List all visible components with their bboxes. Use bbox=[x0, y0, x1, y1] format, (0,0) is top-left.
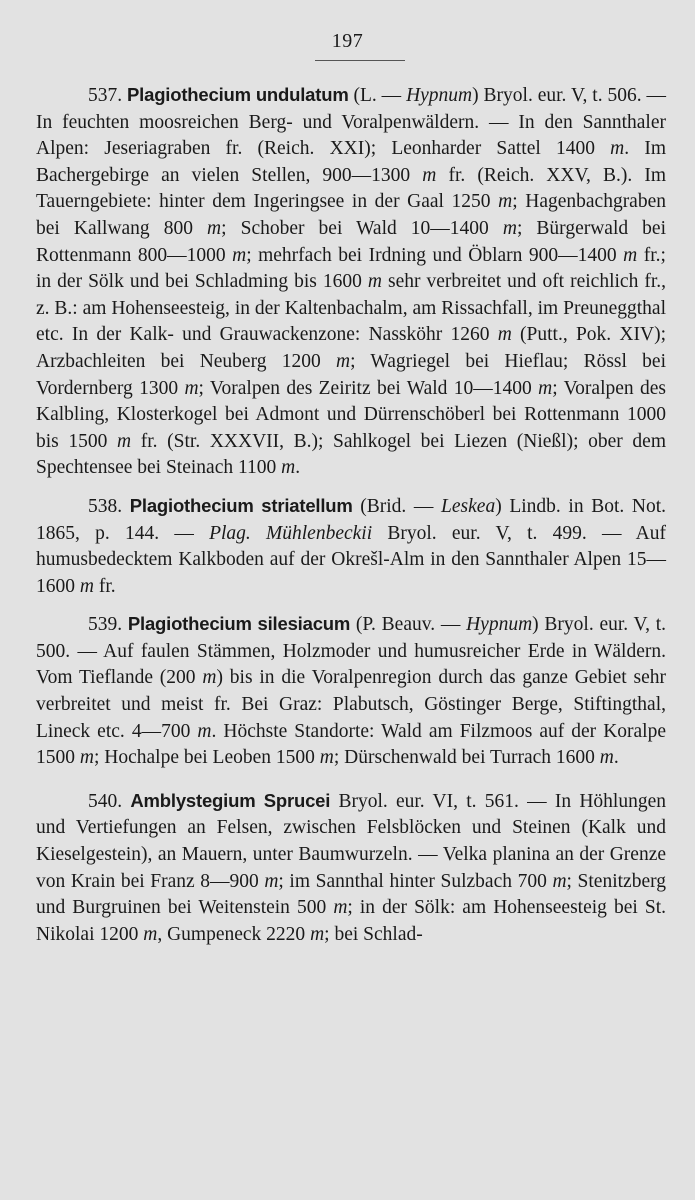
entry-number: 537. bbox=[88, 85, 123, 106]
text-run: (P. Beauv. — bbox=[350, 614, 467, 636]
header-rule bbox=[315, 60, 405, 61]
text-run: ) bis in die Voralpenregion durch das ganze Gebiet sehr verbreitet und meist fr. Bei Graz: Plabutsch, Göstinger Berge, Stiftingthal, Lineck etc. 4—700 bbox=[36, 667, 666, 742]
italic-text: m bbox=[197, 720, 212, 742]
italic-text: m bbox=[367, 271, 382, 293]
italic-text: m bbox=[264, 870, 279, 892]
italic-text: m bbox=[232, 244, 247, 266]
italic-text: Hypnum bbox=[406, 85, 473, 106]
italic-text: m bbox=[117, 430, 132, 452]
text-run: ; Bürgerwald bei Rottenmann 800—1000 bbox=[36, 217, 666, 266]
text-run: . bbox=[613, 747, 619, 769]
text-run: ; in der Sölk: am Hohenseesteig bei St. Nikolai 1200 bbox=[36, 897, 666, 945]
italic-text: m bbox=[497, 324, 512, 346]
text-run: ; Voralpen des Kalbling, Klosterkogel bei Admont und Dürrenschöberl bei Rottenmann 1000 bis 1500 bbox=[36, 377, 666, 452]
text-run: ; Hochalpe bei Leoben 1500 bbox=[93, 747, 320, 769]
italic-text: m bbox=[538, 377, 553, 399]
species-entry bbox=[36, 493, 666, 600]
species-name: Plagiothecium undulatum bbox=[127, 84, 349, 105]
species-name: Plagiothecium striatellum bbox=[129, 494, 353, 516]
entry-number: 540. bbox=[88, 790, 123, 812]
italic-text: m bbox=[79, 575, 94, 597]
text-run: ) Bryol. eur. V, t. 500. — Auf faulen Stämmen, Holzmoder und humusreicher Erde in Wäldern. Vom Tieflande (200 bbox=[36, 614, 667, 689]
italic-text: m bbox=[422, 164, 437, 186]
italic-text: m bbox=[599, 747, 614, 769]
italic-text: m bbox=[336, 350, 351, 372]
italic-text: m bbox=[552, 870, 567, 892]
italic-text: m bbox=[333, 897, 348, 919]
text-run: ; bei Schlad- bbox=[324, 923, 423, 945]
text-run: fr. bbox=[93, 575, 116, 597]
text-run: . Im Bachergebirge an vielen Stellen, 900—1300 bbox=[36, 138, 666, 186]
italic-text: Plag. Mühlenbeckii bbox=[209, 522, 373, 544]
text-run: ; Dürschenwald bei Turrach 1600 bbox=[333, 747, 600, 769]
italic-text: m bbox=[502, 217, 517, 239]
italic-text: m bbox=[623, 244, 638, 266]
species-name: Plagiothecium silesiacum bbox=[127, 613, 351, 635]
text-run: sehr verbreitet und oft reichlich fr., z. B.: am Hohenseesteig, in der Kaltenbachalm, am Rissachfall, im Preuneggthal etc. In der Kalk- und Grauwackenzone: Nassköhr 1260 bbox=[36, 271, 666, 346]
species-entry bbox=[36, 611, 666, 772]
italic-text: m bbox=[79, 747, 94, 769]
species-name: Amblystegium Sprucei bbox=[130, 789, 331, 811]
text-run: ; Voralpen des Zeiritz bei Wald 10—1400 bbox=[198, 377, 539, 399]
entry-text bbox=[36, 85, 666, 478]
italic-text: m bbox=[319, 747, 334, 769]
italic-text: m bbox=[498, 191, 513, 213]
text-run: fr.; in der Sölk und bei Schladming bis 1600 bbox=[36, 244, 666, 293]
species-entry bbox=[36, 82, 666, 482]
italic-text: m bbox=[207, 217, 222, 239]
italic-text: m bbox=[184, 377, 199, 399]
italic-text: Hypnum bbox=[466, 614, 533, 636]
species-entry bbox=[36, 788, 666, 949]
italic-text: m bbox=[143, 923, 158, 945]
italic-text: m bbox=[310, 923, 325, 945]
text-run: ; Wagriegel bei Hieflau; Rössl bei Vordernberg 1300 bbox=[36, 350, 667, 399]
text-run: ) Bryol. eur. V, t. 506. — In feuchten moosreichen Berg- und Voralpenwäldern. — In den Sannthaler Alpen: Jeseriagraben fr. (Reich. XXI); Leonharder Sattel 1400 bbox=[36, 85, 667, 160]
text-run: (L. — bbox=[348, 85, 407, 106]
entry-text bbox=[36, 614, 666, 768]
text-run: ; Schober bei Wald 10—1400 bbox=[221, 217, 503, 239]
italic-text: m bbox=[202, 667, 217, 689]
text-run: (Brid. — bbox=[352, 495, 442, 517]
species-entries bbox=[36, 82, 666, 959]
text-run: ; im Sannthal hinter Sulzbach 700 bbox=[278, 870, 553, 892]
text-run: (Putt., Pok. XIV); Arzbachleiten bei Neuberg 1200 bbox=[36, 324, 666, 372]
entry-number: 538. bbox=[88, 495, 123, 517]
text-run: ; Hagenbachgraben bei Kallwang 800 bbox=[36, 191, 666, 239]
text-run: fr. (Reich. XXV, B.). Im Tauerngebiete: hinter dem Ingeringsee in der Gaal 1250 bbox=[36, 164, 666, 213]
text-run: fr. (Str. XXXVII, B.); Sahlkogel bei Liezen (Nießl); ober dem Spechtensee bei Steinach 1100 bbox=[36, 430, 666, 479]
italic-text: m bbox=[281, 457, 296, 479]
text-run: . Höchste Standorte: Wald am Filzmoos auf der Koralpe 1500 bbox=[36, 720, 666, 769]
text-run: ) Lindb. in Bot. Not. 1865, p. 144. — bbox=[36, 495, 666, 544]
entry-text bbox=[36, 791, 666, 945]
text-run: ; mehrfach bei Irdning und Öblarn 900—1400 bbox=[246, 244, 624, 266]
text-run: Bryol. eur. V, t. 499. — Auf humusbedecktem Kalkboden auf der Okrešl-Alm in den Sannthaler Alpen 15—1600 bbox=[36, 522, 667, 597]
text-run: . bbox=[295, 457, 301, 479]
italic-text: m bbox=[610, 138, 625, 160]
text-run: Bryol. eur. VI, t. 561. — In Höhlungen und Vertiefungen an Felsen, zwischen Felsblöcken und Steinen (Kalk und Kieselgestein), an Mauern, unter Baumwurzeln. — Velka planina an der Grenze von Krain bei Franz 8—900 bbox=[36, 790, 667, 892]
text-run: , Gumpeneck 2220 bbox=[157, 923, 311, 945]
entry-number: 539. bbox=[88, 614, 123, 636]
italic-text: Leskea bbox=[441, 495, 496, 517]
text-run: ; Stenitzberg und Burgruinen bei Weitenstein 500 bbox=[36, 870, 666, 919]
page-number: 197 bbox=[331, 30, 364, 52]
